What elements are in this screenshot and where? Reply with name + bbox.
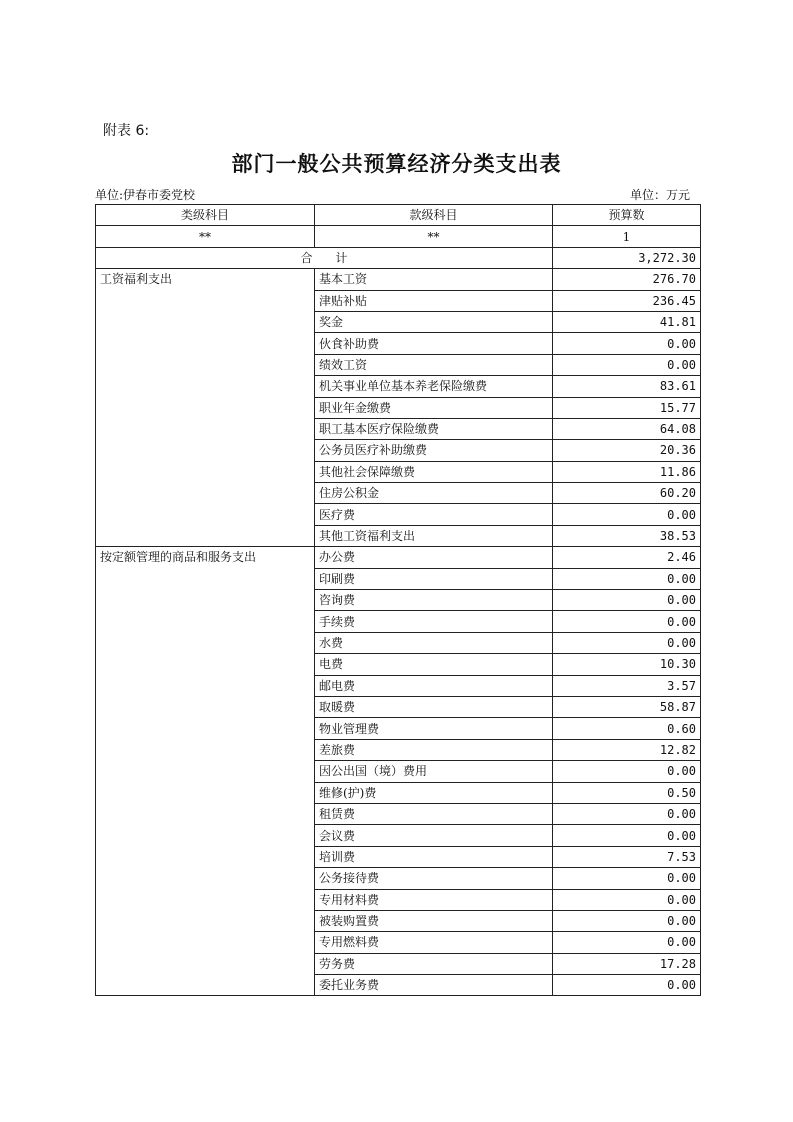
- item-amount-cell: 7.53: [553, 846, 701, 867]
- unit-currency: 单位：万元: [629, 188, 690, 202]
- item-amount-cell: 58.87: [553, 696, 701, 717]
- item-name-cell: 咨询费: [315, 590, 553, 611]
- item-name-cell: 专用材料费: [315, 889, 553, 910]
- category-cell: 按定额管理的商品和服务支出: [96, 547, 315, 996]
- header-amount: 预算数: [553, 205, 701, 226]
- item-name-cell: 被装购置费: [315, 910, 553, 931]
- item-amount-cell: 0.00: [553, 889, 701, 910]
- marker-category: **: [96, 226, 315, 247]
- item-amount-cell: 236.45: [553, 290, 701, 311]
- item-amount-cell: 0.00: [553, 975, 701, 996]
- item-amount-cell: 0.00: [553, 611, 701, 632]
- item-name-cell: 基本工资: [315, 269, 553, 290]
- item-name-cell: 会议费: [315, 825, 553, 846]
- item-name-cell: 电费: [315, 654, 553, 675]
- budget-table-body: [96, 205, 701, 996]
- item-amount-cell: 0.00: [553, 632, 701, 653]
- page-title: 部门一般公共预算经济分类支出表: [231, 151, 562, 176]
- item-name-cell: 手续费: [315, 611, 553, 632]
- item-amount-cell: 83.61: [553, 376, 701, 397]
- item-name-cell: 邮电费: [315, 675, 553, 696]
- item-amount-cell: 276.70: [553, 269, 701, 290]
- item-amount-cell: 0.00: [553, 910, 701, 931]
- item-name-cell: 物业管理费: [315, 718, 553, 739]
- item-name-cell: 职工基本医疗保险缴费: [315, 418, 553, 439]
- table-row: [96, 547, 701, 568]
- total-value: 3,272.30: [553, 247, 701, 268]
- item-name-cell: 差旅费: [315, 739, 553, 760]
- item-amount-cell: 0.00: [553, 932, 701, 953]
- item-amount-cell: 2.46: [553, 547, 701, 568]
- item-name-cell: 委托业务费: [315, 975, 553, 996]
- table-row: [96, 269, 701, 290]
- total-row: [96, 247, 701, 268]
- item-amount-cell: 64.08: [553, 418, 701, 439]
- item-amount-cell: 0.00: [553, 825, 701, 846]
- item-amount-cell: 0.00: [553, 504, 701, 525]
- item-name-cell: 印刷费: [315, 568, 553, 589]
- item-amount-cell: 60.20: [553, 483, 701, 504]
- item-amount-cell: 20.36: [553, 440, 701, 461]
- item-amount-cell: 17.28: [553, 953, 701, 974]
- item-name-cell: 维修(护)费: [315, 782, 553, 803]
- item-amount-cell: 0.00: [553, 868, 701, 889]
- item-name-cell: 取暖费: [315, 696, 553, 717]
- item-amount-cell: 10.30: [553, 654, 701, 675]
- item-name-cell: 公务接待费: [315, 868, 553, 889]
- item-name-cell: 职业年金缴费: [315, 397, 553, 418]
- header-row: [96, 205, 701, 226]
- item-amount-cell: 3.57: [553, 675, 701, 696]
- item-name-cell: 办公费: [315, 547, 553, 568]
- item-name-cell: 住房公积金: [315, 483, 553, 504]
- marker-row: [96, 226, 701, 247]
- item-amount-cell: 0.00: [553, 590, 701, 611]
- item-amount-cell: 15.77: [553, 397, 701, 418]
- item-name-cell: 伙食补助费: [315, 333, 553, 354]
- marker-amount: 1: [553, 226, 701, 247]
- item-name-cell: 医疗费: [315, 504, 553, 525]
- item-amount-cell: 41.81: [553, 311, 701, 332]
- total-label: 合 计: [96, 247, 553, 268]
- item-name-cell: 绩效工资: [315, 354, 553, 375]
- unit-organization: 单位:伊春市委党校: [95, 188, 196, 202]
- item-name-cell: 其他社会保障缴费: [315, 461, 553, 482]
- item-amount-cell: 0.50: [553, 782, 701, 803]
- item-name-cell: 津贴补贴: [315, 290, 553, 311]
- item-amount-cell: 0.60: [553, 718, 701, 739]
- item-amount-cell: 0.00: [553, 761, 701, 782]
- item-name-cell: 奖金: [315, 311, 553, 332]
- item-name-cell: 劳务费: [315, 953, 553, 974]
- item-amount-cell: 0.00: [553, 803, 701, 824]
- header-category: 类级科目: [96, 205, 315, 226]
- item-amount-cell: 11.86: [553, 461, 701, 482]
- item-name-cell: 培训费: [315, 846, 553, 867]
- item-name-cell: 公务员医疗补助缴费: [315, 440, 553, 461]
- item-name-cell: 其他工资福利支出: [315, 525, 553, 546]
- item-amount-cell: 0.00: [553, 354, 701, 375]
- item-name-cell: 专用燃料费: [315, 932, 553, 953]
- item-amount-cell: 0.00: [553, 333, 701, 354]
- item-amount-cell: 12.82: [553, 739, 701, 760]
- budget-table: [95, 204, 701, 996]
- item-amount-cell: 0.00: [553, 568, 701, 589]
- marker-item: **: [315, 226, 553, 247]
- item-name-cell: 水费: [315, 632, 553, 653]
- item-name-cell: 机关事业单位基本养老保险缴费: [315, 376, 553, 397]
- attachment-label: 附表 6:: [103, 123, 150, 139]
- item-name-cell: 因公出国（境）费用: [315, 761, 553, 782]
- header-item: 款级科目: [315, 205, 553, 226]
- item-name-cell: 租赁费: [315, 803, 553, 824]
- item-amount-cell: 38.53: [553, 525, 701, 546]
- category-cell: 工资福利支出: [96, 269, 315, 547]
